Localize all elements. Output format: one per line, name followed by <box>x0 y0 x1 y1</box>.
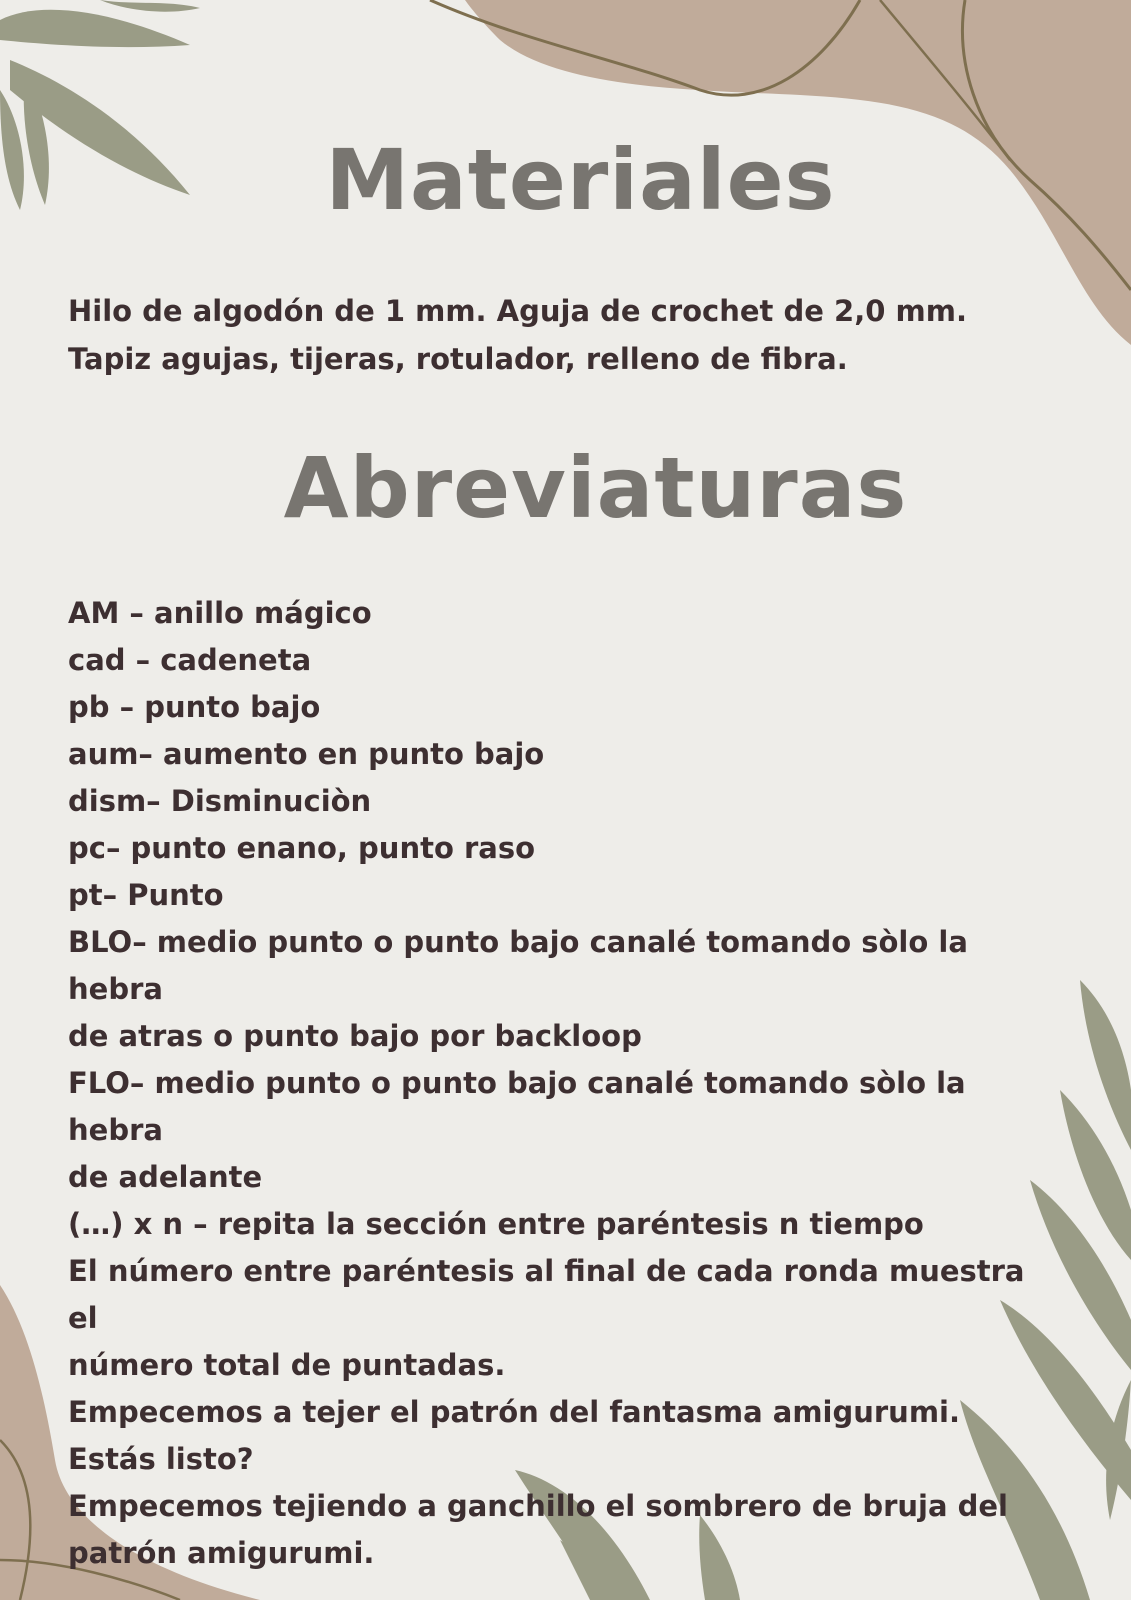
abbreviation-line: (…) x n – repita la sección entre paréntesis n tiempo <box>68 1207 924 1241</box>
abbreviation-line: pc– punto enano, punto raso <box>68 831 536 865</box>
abbreviation-line: pt– Punto <box>68 878 224 912</box>
abbreviation-line: cad – cadeneta <box>68 643 312 677</box>
abbreviation-line: pb – punto bajo <box>68 690 321 724</box>
abbreviation-line: FLO– medio punto o punto bajo canalé tomando sòlo la hebra <box>68 1066 966 1147</box>
abbreviation-line: número total de puntadas. <box>68 1348 506 1382</box>
abbreviation-line: BLO– medio punto o punto bajo canalé tomando sòlo la hebra <box>68 925 968 1006</box>
abbreviation-list <box>68 590 1028 1577</box>
abbreviation-line: Empecemos tejiendo a ganchillo el sombrero de bruja del <box>68 1489 1008 1523</box>
abbreviation-line: AM – anillo mágico <box>68 596 372 630</box>
abbreviation-line: aum– aumento en punto bajo <box>68 737 545 771</box>
abbreviation-line: Empecemos a tejer el patrón del fantasma amigurumi. <box>68 1395 961 1429</box>
abbreviation-line: dism– Disminuciòn <box>68 784 372 818</box>
abbreviation-line: El número entre paréntesis al final de cada ronda muestra el <box>68 1254 1025 1335</box>
abbreviation-line: de adelante <box>68 1160 263 1194</box>
materiales-text: Hilo de algodón de 1 mm. Aguja de crochet de 2,0 mm. Tapiz agujas, tijeras, rotulador, relleno de fibra. <box>68 294 967 376</box>
abbreviation-line: de atras o punto bajo por backloop <box>68 1019 642 1053</box>
abreviaturas-heading: Abreviaturas <box>283 439 908 537</box>
abbreviation-line: Estás listo? <box>68 1442 254 1476</box>
materiales-heading: Materiales <box>325 131 836 229</box>
abbreviation-line: patrón amigurumi. <box>68 1536 375 1570</box>
